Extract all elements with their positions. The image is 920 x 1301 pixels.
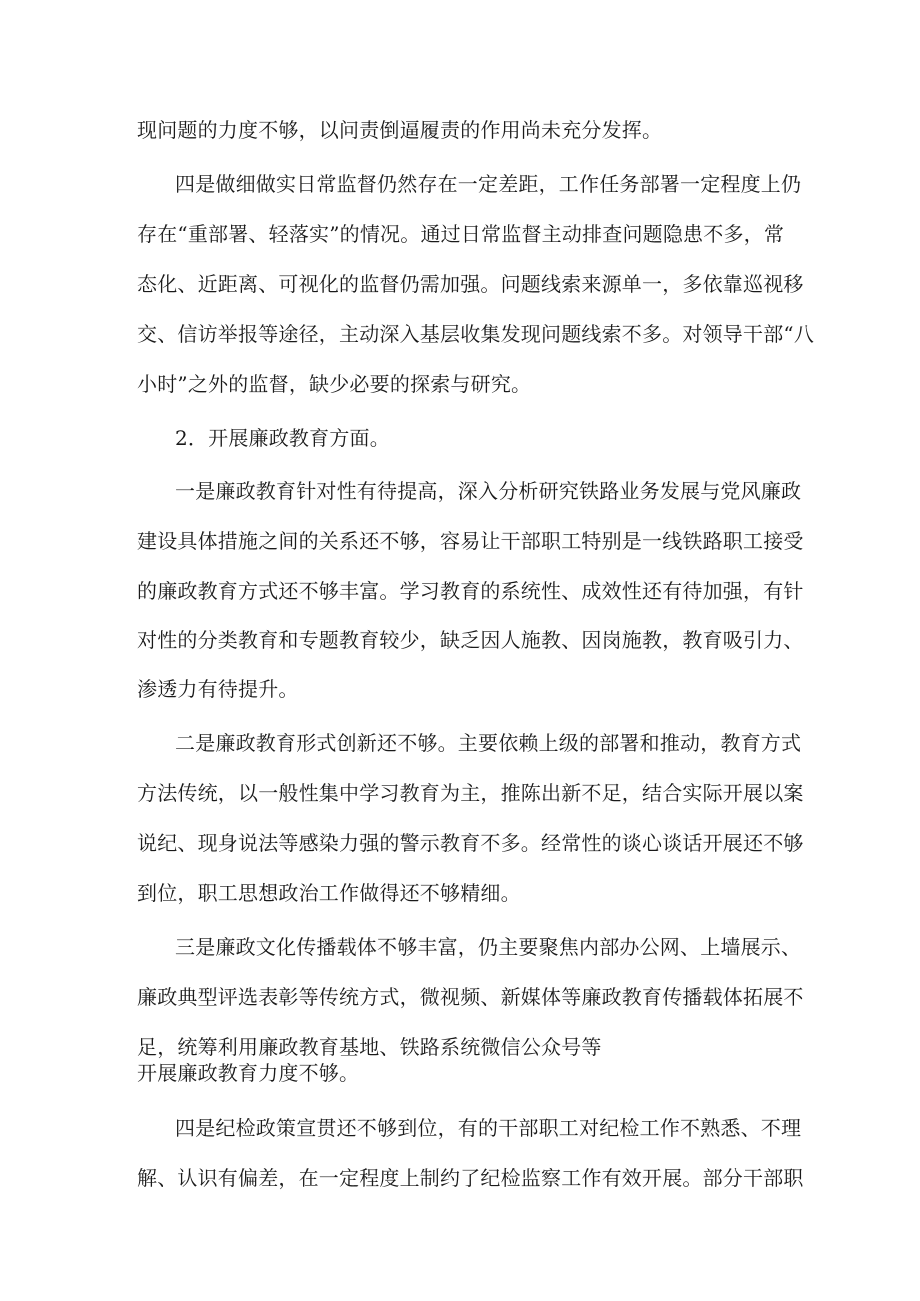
text-line: 廉政典型评选表彰等传统方式，微视频、新媒体等廉政教育传播载体拓展不 xyxy=(137,985,804,1009)
text-line: 足，统筹利用廉政教育基地、铁路系统微信公众号等 xyxy=(137,1035,602,1059)
text-line: 四是纪检政策宣贯还不够到位，有的干部职工对纪检工作不熟悉、不理 xyxy=(175,1116,802,1140)
text-line: 到位，职工思想政治工作做得还不够精细。 xyxy=(137,881,521,905)
text-line: 四是做细做实日常监督仍然存在一定差距，工作任务部署一定程度上仍 xyxy=(175,172,802,196)
text-line: 存在“重部署、轻落实”的情况。通过日常监督主动排查问题隐患不多，常 xyxy=(137,222,785,246)
text-line: 交、信访举报等途径，主动深入基层收集发现问题线索不多。对领导干部“八 xyxy=(137,322,815,346)
text-line: 二是廉政教育形式创新还不够。主要依赖上级的部署和推动，教育方式 xyxy=(175,731,802,755)
text-line: 渗透力有待提升。 xyxy=(137,677,299,701)
text-line: 的廉政教育方式还不够丰富。学习教育的系统性、成效性还有待加强，有针 xyxy=(137,579,804,603)
text-line: 建设具体措施之间的关系还不够，容易让干部职工特别是一线铁路职工接受 xyxy=(137,529,804,553)
text-line: 说纪、现身说法等感染力强的警示教育不多。经常性的谈心谈话开展还不够 xyxy=(137,831,804,855)
text-line: 现问题的力度不够，以问责倒逼履责的作用尚未充分发挥。 xyxy=(137,118,663,142)
text-line: 对性的分类教育和专题教育较少，缺乏因人施教、因岗施教，教育吸引力、 xyxy=(137,628,804,652)
text-line: 解、认识有偏差，在一定程度上制约了纪检监察工作有效开展。部分干部职 xyxy=(137,1166,804,1190)
section-heading: 2．开展廉政教育方面。 xyxy=(175,426,390,450)
text-line: 方法传统，以一般性集中学习教育为主，推陈出新不足，结合实际开展以案 xyxy=(137,781,804,805)
text-line: 一是廉政教育针对性有待提高，深入分析研究铁路业务发展与党风廉政 xyxy=(175,479,802,503)
text-line: 三是廉政文化传播载体不够丰富，仍主要聚焦内部办公网、上墙展示、 xyxy=(175,935,802,959)
text-line: 小时”之外的监督，缺少必要的探索与研究。 xyxy=(137,372,532,396)
text-line: 态化、近距离、可视化的监督仍需加强。问题线索来源单一，多依靠巡视移 xyxy=(137,272,804,296)
text-line: 开展廉政教育力度不够。 xyxy=(137,1061,360,1085)
